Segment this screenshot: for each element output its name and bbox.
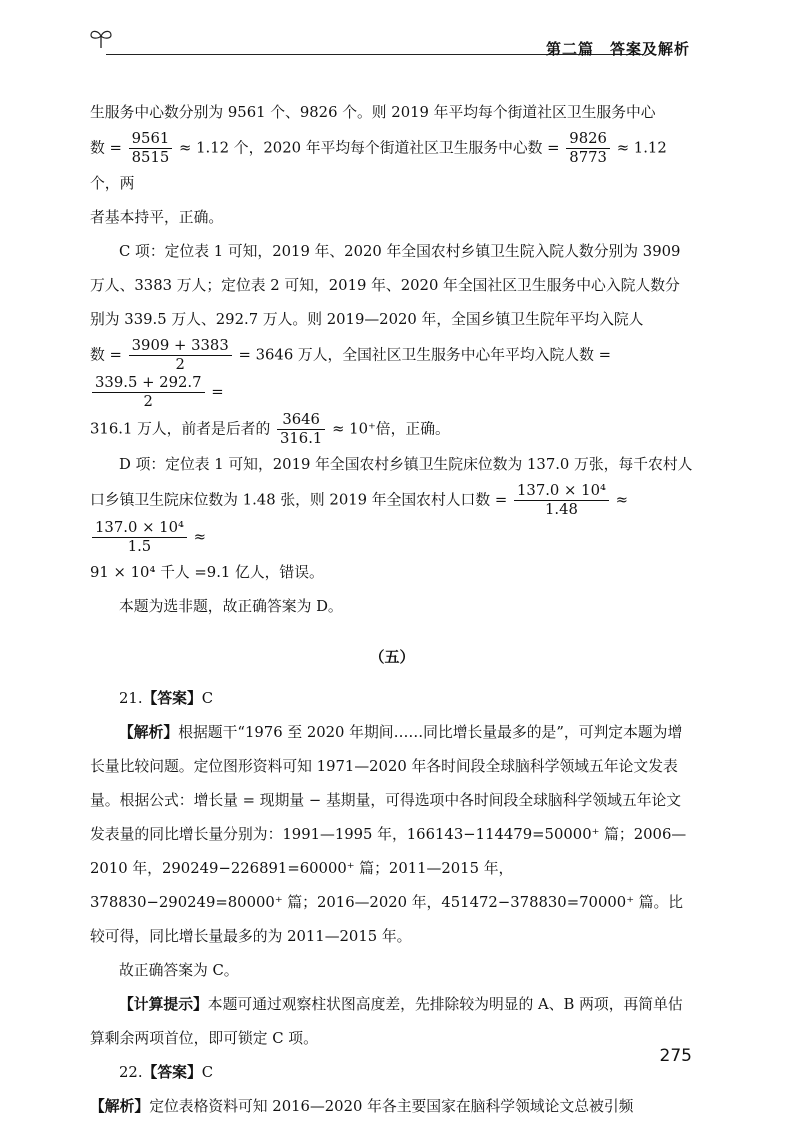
fraction: $\frac{3909 + 3383}{2}$: [129, 337, 232, 374]
b-line-2: 数 = $\frac{9561}{8515}$ ≈ 1.12 个，2020 年平均每个街道社区卫生服务中心数 = $\frac{9826}{8773}$ ≈ 1.12 个，两: [90, 130, 667, 192]
fraction: $\frac{339.5 + 292.7}{2}$: [92, 374, 205, 411]
conclusion: 本题为选非题，故正确答案为 D。: [119, 598, 343, 615]
page-header: [88, 28, 690, 62]
b-line-1: 生服务中心数分别为 9561 个、9826 个。则 2019 年平均每个街道社区卫生服务中心: [90, 104, 656, 121]
option-d-paragraph: D 项：定位表 1 可知，2019 年全国农村乡镇卫生院床位数为 137.0 万张，每千农村人: [119, 456, 693, 473]
page-number: 275: [659, 1046, 692, 1066]
option-c-formula-line: 数 = $\frac{3909 + 3383}{2}$ = 3646 万人，全国社区卫生服务中心年平均入院人数 = $\frac{339.5 + 292.7}{2}$ =: [90, 337, 611, 410]
section-title: 第二篇 答案及解析: [545, 40, 690, 58]
page-body: [90, 96, 694, 1124]
q22-answer-line: 22.【答案】C: [119, 1064, 214, 1081]
q21-analysis: 【解析】根据题干“1976 至 2020 年期间……同比增长量最多的是”，可判定本题为增长量比较问题。定位图形资料可知 1971—2020 年各时间段全球脑科学领域五年论文发表量。根据公式：增长量 = 现期量 − 基期量，可得选项中各时间段全球脑科学领域五年论文发表量的同比增长量分别为：1991—1995 年，166143−114479=50000⁺ 篇；2006—2010 年，290249−226891=60000⁺ 篇；2011—2015 年，378830−290249=80000⁺ 篇；2016—2020 年，451472−378830=70000⁺ 篇。比较可得，同比增长量最多的为 2011—2015 年。: [90, 724, 687, 945]
option-d-formula-line: 口乡镇卫生院床位数为 1.48 张，则 2019 年全国农村人口数 = $\frac{\text{137.0 × 10⁴}}{1.48}$ ≈ $\frac{\text{137.0 × 10⁴}}{1.5}$ ≈: [90, 482, 629, 555]
fraction: $\frac{\text{137.0 × 10⁴}}{1.5}$: [92, 519, 187, 556]
fraction: $\frac{9561}{8515}$: [129, 130, 173, 167]
section-heading: （五）: [369, 648, 415, 666]
option-d-result-line: 91 × 10⁴ 千人 =9.1 亿人，错误。: [90, 564, 324, 581]
option-c-result-line: 316.1 万人，前者是后者的 $\frac{3646}{316.1}$ ≈ 10⁺倍，正确。: [90, 411, 450, 447]
fraction: $\frac{9826}{8773}$: [566, 130, 610, 167]
fraction: $\frac{\text{137.0 × 10⁴}}{1.48}$: [514, 482, 609, 519]
q21-conclusion: 故正确答案为 C。: [119, 962, 239, 979]
q21-answer-line: 21.【答案】C: [119, 690, 214, 707]
q21-hint: 【计算提示】本题可通过观察柱状图高度差，先排除较为明显的 A、B 两项，再简单估算剩余两项首位，即可锁定 C 项。: [90, 996, 683, 1047]
sprout-icon: [88, 28, 114, 50]
q22-analysis: 【解析】定位表格资料可知 2016—2020 年各主要国家在脑科学领域论文总被引频: [90, 1098, 634, 1115]
b-line-3: 者基本持平，正确。: [90, 209, 224, 226]
fraction: $\frac{3646}{316.1}$: [277, 411, 325, 448]
option-c-paragraph: C 项：定位表 1 可知，2019 年、2020 年全国农村乡镇卫生院入院人数分别为 3909 万人、3383 万人；定位表 2 可知，2019 年、2020 年全国社区卫生服务中心入院人数分别为 339.5 万人、292.7 万人。则 2019—2020 年，全国乡镇卫生院年平均入院人: [90, 243, 681, 328]
